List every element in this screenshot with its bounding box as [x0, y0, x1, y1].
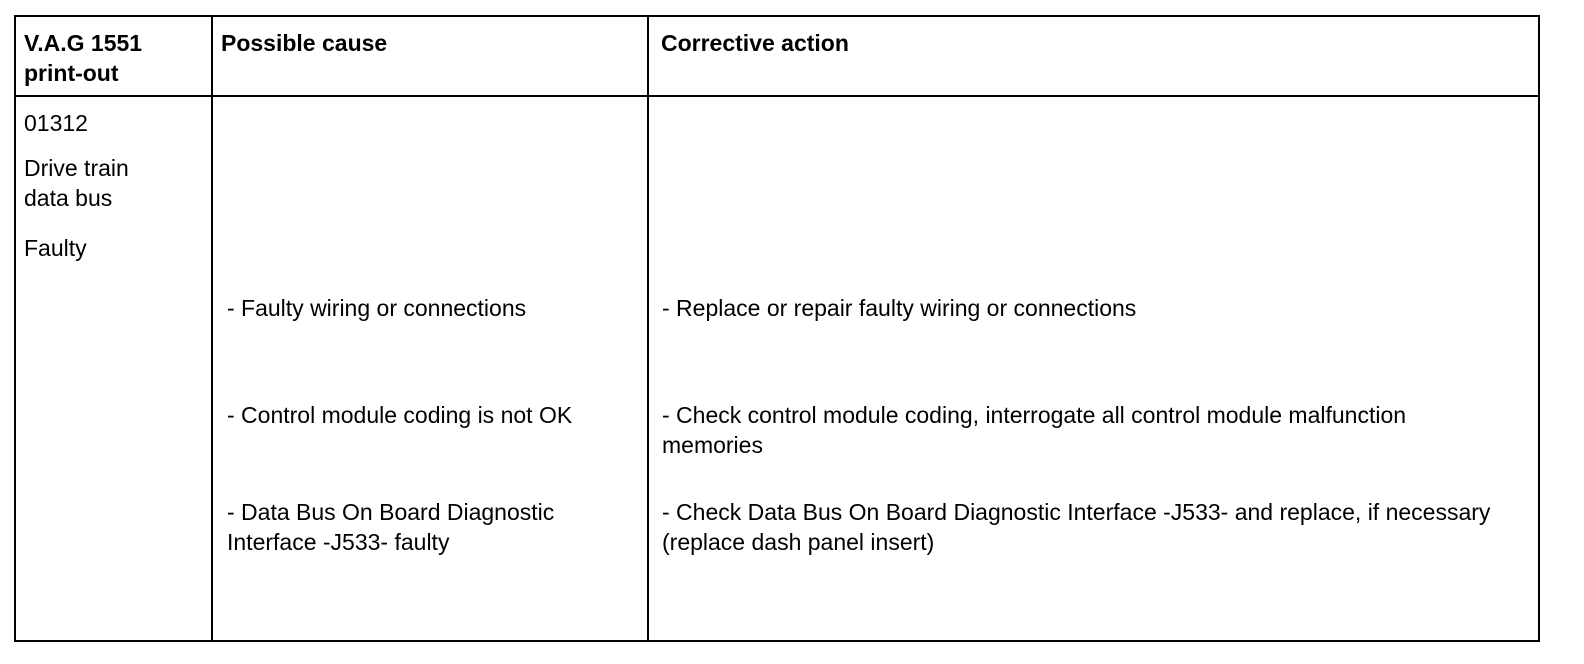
cause-item: - Faulty wiring or connections: [227, 295, 527, 321]
column-divider: [211, 17, 213, 640]
header-printout: V.A.G 1551 print-out: [24, 30, 143, 86]
cause-item: - Control module coding is not OK: [227, 402, 573, 428]
fault-name: Drive train data bus: [24, 155, 129, 211]
header-divider: [16, 95, 1538, 97]
cause-item: - Data Bus On Board Diagnostic Interface -J533- faulty: [227, 499, 555, 555]
header-possible-cause: Possible cause: [221, 30, 388, 56]
column-divider: [647, 17, 649, 640]
action-item: - Check control module coding, interrogate all control module malfunction memories: [662, 402, 1407, 458]
diagnostic-table: [14, 15, 1540, 642]
fault-status: Faulty: [24, 235, 87, 261]
fault-code: 01312: [24, 110, 88, 136]
action-item: - Replace or repair faulty wiring or connections: [662, 295, 1137, 321]
action-item: - Check Data Bus On Board Diagnostic Interface -J533- and replace, if necessary (replace dash panel insert): [662, 499, 1491, 555]
header-corrective-action: Corrective action: [661, 30, 849, 56]
